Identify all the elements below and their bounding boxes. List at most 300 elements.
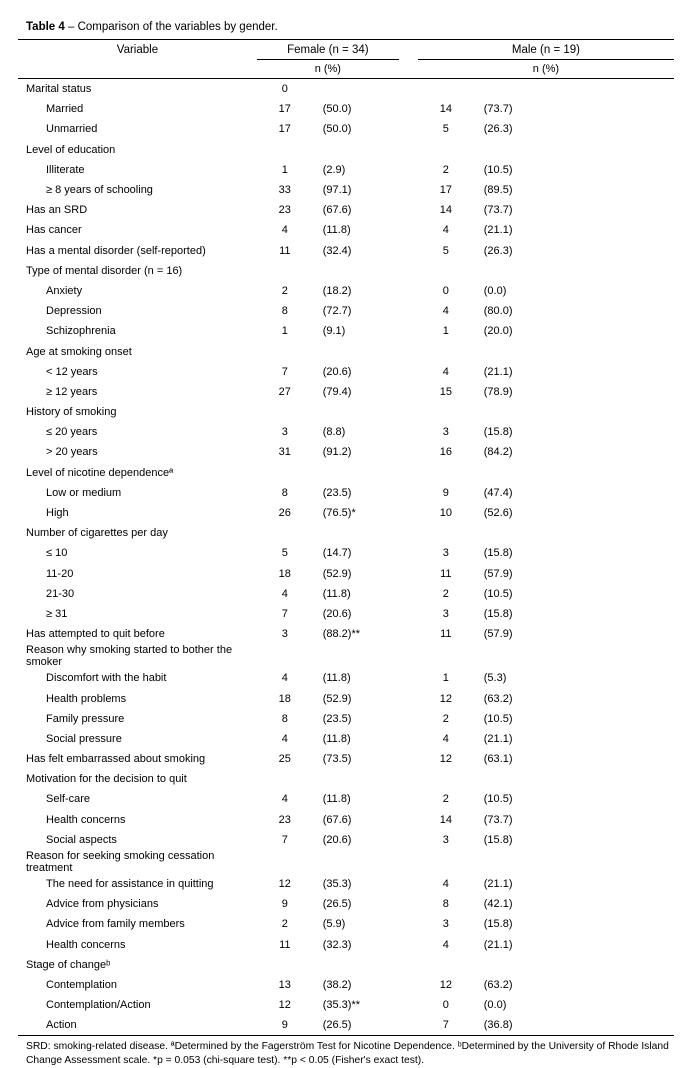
row-label: Anxiety — [46, 284, 83, 297]
column-spacer — [399, 874, 418, 894]
female-n: 33 — [278, 184, 291, 197]
column-spacer — [399, 261, 418, 281]
female-n: 23 — [278, 204, 291, 217]
table-row — [18, 769, 674, 789]
table-row — [18, 442, 674, 462]
female-n — [257, 261, 313, 281]
table-row — [18, 688, 674, 708]
female-pct: (11.8) — [322, 793, 351, 806]
column-spacer — [399, 79, 418, 100]
column-spacer — [399, 362, 418, 382]
female-n: 18 — [278, 567, 291, 580]
table-row — [18, 99, 674, 119]
female-n: 4 — [281, 587, 288, 600]
row-label: Unmarried — [46, 123, 98, 136]
column-spacer — [399, 894, 418, 914]
comparison-table — [18, 39, 674, 1036]
header-female: Female (n = 34) — [257, 40, 399, 60]
table-row — [18, 180, 674, 200]
row-label: Has attempted to quit before — [26, 628, 165, 641]
row-tail — [559, 422, 674, 442]
table-row — [18, 995, 674, 1015]
male-pct: (80.0) — [483, 305, 513, 318]
row-label: High — [46, 507, 69, 520]
female-n: 11 — [279, 938, 291, 951]
row-label: Advice from physicians — [46, 898, 159, 911]
column-spacer — [399, 584, 418, 604]
male-pct: (73.7) — [483, 204, 513, 217]
row-tail — [559, 341, 674, 361]
female-pct: (8.8) — [322, 426, 346, 439]
column-spacer — [399, 442, 418, 462]
column-spacer — [399, 955, 418, 975]
male-n: 14 — [439, 204, 452, 217]
female-pct — [313, 850, 399, 874]
row-label: Self-care — [46, 793, 91, 806]
table-row — [18, 830, 674, 850]
row-tail — [559, 442, 674, 462]
table-row — [18, 975, 674, 995]
female-pct: (23.5) — [322, 712, 352, 725]
row-label: ≤ 20 years — [46, 426, 98, 439]
row-tail — [559, 995, 674, 1015]
row-tail — [559, 935, 674, 955]
male-n: 12 — [439, 753, 452, 766]
female-n: 3 — [281, 426, 288, 439]
row-label: Reason why smoking started to bother the smoker — [26, 644, 233, 669]
column-spacer — [399, 241, 418, 261]
female-pct: (52.9) — [322, 692, 352, 705]
table-number: Table 4 — [26, 21, 65, 33]
footnote-line-2: of Rhode Island Change Assessment scale. *p = 0.053 (chi-square test). **p < 0.05 (Fisher's exact test). — [26, 1041, 669, 1067]
table-row — [18, 119, 674, 139]
column-spacer — [399, 830, 418, 850]
female-n: 17 — [278, 123, 291, 136]
male-n: 3 — [442, 426, 449, 439]
table-row — [18, 463, 674, 483]
female-pct: (11.8) — [322, 672, 351, 685]
male-n: 11 — [440, 628, 452, 641]
column-spacer — [399, 914, 418, 934]
header-variable: Variable — [18, 40, 257, 60]
male-n: 14 — [439, 813, 452, 826]
male-n: 16 — [439, 446, 452, 459]
row-label: History of smoking — [26, 406, 117, 419]
footnote-line-1: SRD: smoking-related disease. ªDetermined by the Fagerström Test for Nicotine Dependence. ᵇDetermined by the University — [26, 1041, 594, 1053]
row-label: ≤ 10 — [46, 547, 68, 560]
column-spacer — [399, 850, 418, 874]
row-label: Contemplation/Action — [46, 999, 151, 1012]
row-label: Level of nicotine dependenceª — [26, 466, 174, 479]
female-pct: (26.5) — [313, 1015, 399, 1036]
row-tail — [559, 99, 674, 119]
row-label: Age at smoking onset — [26, 345, 132, 358]
male-pct: (15.8) — [483, 426, 513, 439]
column-spacer — [399, 382, 418, 402]
table-row — [18, 564, 674, 584]
female-n: 2 — [281, 284, 288, 297]
female-pct: (18.2) — [322, 284, 352, 297]
male-pct: (0.0) — [483, 284, 507, 297]
male-pct — [474, 955, 560, 975]
female-pct: (76.5)* — [322, 507, 356, 520]
male-pct: (73.7) — [483, 103, 513, 116]
row-label: Health concerns — [46, 813, 126, 826]
column-spacer — [399, 220, 418, 240]
male-pct: (0.0) — [483, 999, 507, 1012]
male-pct: (10.5) — [483, 163, 513, 176]
female-n: 1 — [281, 163, 288, 176]
row-tail — [559, 789, 674, 809]
male-pct: (89.5) — [483, 184, 513, 197]
female-pct: (5.9) — [322, 918, 346, 931]
male-n — [418, 644, 474, 668]
female-pct: (2.9) — [322, 163, 346, 176]
row-tail — [559, 281, 674, 301]
table-row — [18, 543, 674, 563]
female-n: 9 — [281, 898, 288, 911]
table-row — [18, 749, 674, 769]
table-row — [18, 241, 674, 261]
column-spacer — [399, 709, 418, 729]
male-pct — [474, 402, 560, 422]
female-n — [257, 523, 313, 543]
table-row — [18, 709, 674, 729]
table-row — [18, 321, 674, 341]
male-pct: (10.5) — [483, 712, 513, 725]
male-n: 2 — [442, 587, 449, 600]
male-n: 3 — [442, 607, 449, 620]
column-spacer — [399, 321, 418, 341]
male-pct: (42.1) — [483, 898, 513, 911]
female-pct: (32.4) — [322, 244, 352, 257]
male-n: 9 — [442, 486, 449, 499]
row-tail — [559, 402, 674, 422]
row-label: 11-20 — [46, 567, 74, 580]
row-tail — [559, 668, 674, 688]
male-n: 10 — [439, 507, 452, 520]
male-n — [418, 140, 474, 160]
male-n: 5 — [442, 244, 449, 257]
female-pct: (11.8) — [322, 224, 351, 237]
row-tail — [559, 564, 674, 584]
column-spacer — [399, 644, 418, 668]
table-row — [18, 341, 674, 361]
male-n: 4 — [442, 305, 449, 318]
female-n: 4 — [281, 224, 288, 237]
male-pct: (21.1) — [483, 732, 513, 745]
male-n: 3 — [442, 547, 449, 560]
row-label: ≥ 8 years of schooling — [46, 184, 153, 197]
column-spacer — [399, 604, 418, 624]
male-n: 7 — [418, 1015, 474, 1036]
female-n: 12 — [278, 878, 291, 891]
column-spacer — [399, 160, 418, 180]
row-label: Advice from family members — [46, 918, 185, 931]
column-spacer — [399, 422, 418, 442]
female-pct — [313, 261, 399, 281]
male-n — [418, 463, 474, 483]
male-pct — [474, 644, 560, 668]
table-body — [18, 79, 674, 1036]
female-n: 4 — [281, 793, 288, 806]
female-pct: (50.0) — [322, 103, 352, 116]
male-pct — [474, 850, 560, 874]
female-pct — [313, 402, 399, 422]
male-n: 11 — [440, 567, 452, 580]
female-n: 25 — [278, 753, 291, 766]
male-pct: (10.5) — [483, 793, 513, 806]
row-tail — [559, 810, 674, 830]
male-pct: (57.9) — [483, 628, 513, 641]
male-pct — [474, 79, 560, 100]
table-row — [18, 261, 674, 281]
row-tail — [559, 79, 674, 100]
table-subheader-row — [18, 60, 674, 79]
female-n — [257, 402, 313, 422]
table-row — [18, 402, 674, 422]
female-n: 7 — [281, 607, 288, 620]
column-spacer — [399, 341, 418, 361]
male-pct: (21.1) — [483, 878, 513, 891]
column-spacer — [399, 301, 418, 321]
male-pct: (36.8) — [474, 1015, 560, 1036]
row-label: Discomfort with the habit — [46, 672, 167, 685]
female-pct: (20.6) — [322, 833, 352, 846]
male-pct: (15.8) — [483, 918, 513, 931]
male-pct — [474, 341, 560, 361]
row-tail — [559, 523, 674, 543]
female-pct: (14.7) — [322, 547, 352, 560]
male-n: 4 — [442, 938, 449, 951]
male-n: 2 — [442, 712, 449, 725]
table-row — [18, 789, 674, 809]
male-n: 4 — [442, 365, 449, 378]
row-label: Social pressure — [46, 732, 122, 745]
column-spacer — [399, 503, 418, 523]
column-spacer — [399, 749, 418, 769]
table-row — [18, 914, 674, 934]
row-label: Contemplation — [46, 978, 117, 991]
female-n — [257, 140, 313, 160]
table-row — [18, 584, 674, 604]
column-spacer — [399, 523, 418, 543]
table-row — [18, 281, 674, 301]
female-pct — [313, 955, 399, 975]
table-footnote — [18, 1036, 674, 1067]
table-row — [18, 523, 674, 543]
male-pct: (63.1) — [483, 753, 513, 766]
male-n: 17 — [439, 184, 452, 197]
row-tail — [559, 483, 674, 503]
row-label: Depression — [46, 305, 102, 318]
row-label: The need for assistance in quitting — [46, 878, 214, 891]
column-spacer — [399, 624, 418, 644]
row-label: Has a mental disorder (self-reported) — [26, 244, 206, 257]
row-label: ≥ 12 years — [46, 385, 98, 398]
male-n — [418, 341, 474, 361]
male-pct — [474, 140, 560, 160]
column-spacer — [399, 140, 418, 160]
table-row — [18, 140, 674, 160]
female-n: 31 — [278, 446, 291, 459]
column-spacer — [399, 402, 418, 422]
row-label: Reason for seeking smoking cessation treatment — [26, 849, 215, 874]
row-tail — [559, 241, 674, 261]
female-pct: (52.9) — [322, 567, 352, 580]
column-spacer — [399, 463, 418, 483]
female-n: 8 — [281, 712, 288, 725]
female-pct — [313, 523, 399, 543]
column-spacer — [399, 281, 418, 301]
female-pct: (88.2)** — [322, 628, 361, 641]
female-pct: (67.6) — [322, 813, 352, 826]
female-pct: (20.6) — [322, 607, 352, 620]
male-n: 4 — [442, 732, 449, 745]
row-label: ≥ 31 — [46, 607, 68, 620]
table-header-row — [18, 40, 674, 60]
female-pct: (35.3) — [322, 878, 352, 891]
row-label: < 12 years — [46, 365, 98, 378]
table-row — [18, 604, 674, 624]
female-pct: (50.0) — [322, 123, 352, 136]
row-label: Health problems — [46, 692, 127, 705]
row-label: Low or medium — [46, 486, 122, 499]
male-n — [418, 79, 474, 100]
table-caption — [18, 20, 674, 34]
male-pct: (5.3) — [483, 672, 507, 685]
female-n: 3 — [281, 628, 288, 641]
column-spacer — [399, 769, 418, 789]
table-row — [18, 301, 674, 321]
male-n: 12 — [439, 692, 452, 705]
row-tail — [559, 543, 674, 563]
row-tail — [559, 382, 674, 402]
column-spacer — [399, 200, 418, 220]
male-n — [418, 402, 474, 422]
female-pct — [313, 769, 399, 789]
male-pct: (20.0) — [483, 325, 513, 338]
table-row — [18, 874, 674, 894]
table-row — [18, 894, 674, 914]
row-tail — [559, 362, 674, 382]
male-n: 5 — [442, 123, 449, 136]
female-n: 7 — [281, 833, 288, 846]
female-pct — [313, 644, 399, 668]
female-pct: (67.6) — [322, 204, 352, 217]
table-row — [18, 483, 674, 503]
male-pct: (15.8) — [483, 607, 513, 620]
column-spacer — [399, 119, 418, 139]
row-label: Level of education — [26, 143, 116, 156]
female-n: 0 — [281, 83, 288, 96]
female-n: 4 — [281, 672, 288, 685]
female-n: 23 — [278, 813, 291, 826]
male-n — [418, 261, 474, 281]
row-tail — [559, 200, 674, 220]
female-n: 8 — [281, 486, 288, 499]
male-n: 3 — [442, 833, 449, 846]
table-row — [18, 382, 674, 402]
female-n — [257, 463, 313, 483]
table-row — [18, 79, 674, 100]
male-n: 1 — [442, 672, 449, 685]
female-pct: (23.5) — [322, 486, 352, 499]
male-pct: (63.2) — [483, 692, 513, 705]
male-pct: (21.1) — [483, 938, 513, 951]
female-n: 4 — [281, 732, 288, 745]
row-tail — [559, 160, 674, 180]
row-tail — [559, 894, 674, 914]
male-pct: (63.2) — [483, 978, 513, 991]
table-row — [18, 624, 674, 644]
female-pct: (11.8) — [322, 587, 351, 600]
male-pct: (15.8) — [483, 833, 513, 846]
row-tail — [559, 955, 674, 975]
row-tail — [559, 220, 674, 240]
column-spacer — [399, 810, 418, 830]
female-pct: (72.7) — [322, 305, 352, 318]
female-pct: (26.5) — [322, 898, 352, 911]
row-label: Family pressure — [46, 712, 125, 725]
row-tail — [559, 604, 674, 624]
row-tail — [559, 729, 674, 749]
row-tail — [559, 769, 674, 789]
row-label: Schizophrenia — [46, 325, 116, 338]
table-row — [18, 850, 674, 874]
female-pct: (38.2) — [322, 978, 352, 991]
male-n: 14 — [439, 103, 452, 116]
female-n: 8 — [281, 305, 288, 318]
table-row — [18, 220, 674, 240]
male-n: 0 — [442, 284, 449, 297]
male-n: 4 — [442, 878, 449, 891]
row-tail — [559, 503, 674, 523]
male-pct: (78.9) — [483, 385, 513, 398]
female-pct: (32.3) — [322, 938, 352, 951]
row-label: Type of mental disorder (n = 16) — [26, 264, 183, 277]
caption-dash: – — [64, 21, 78, 33]
female-pct — [313, 79, 399, 100]
female-pct: (79.4) — [322, 385, 352, 398]
female-pct — [313, 140, 399, 160]
row-label: Has felt embarrassed about smoking — [26, 753, 206, 766]
male-n: 12 — [439, 978, 452, 991]
table-row — [18, 955, 674, 975]
female-pct: (20.6) — [322, 365, 352, 378]
female-pct — [313, 463, 399, 483]
header-male: Male (n = 19) — [418, 40, 674, 60]
row-label: Stage of changeᵇ — [26, 958, 111, 971]
row-tail — [559, 301, 674, 321]
table-row — [18, 200, 674, 220]
row-tail — [559, 321, 674, 341]
female-n: 13 — [278, 978, 291, 991]
male-n: 15 — [439, 385, 452, 398]
female-pct: (91.2) — [322, 446, 352, 459]
male-pct: (21.1) — [483, 224, 513, 237]
column-spacer — [399, 483, 418, 503]
row-label: Has cancer — [26, 224, 82, 237]
male-n: 0 — [442, 999, 449, 1012]
male-n: 1 — [442, 325, 449, 338]
female-n: 17 — [278, 103, 291, 116]
male-pct — [474, 463, 560, 483]
row-label: Social aspects — [46, 833, 117, 846]
female-n: 1 — [281, 325, 288, 338]
column-spacer — [399, 975, 418, 995]
female-n: 2 — [281, 918, 288, 931]
